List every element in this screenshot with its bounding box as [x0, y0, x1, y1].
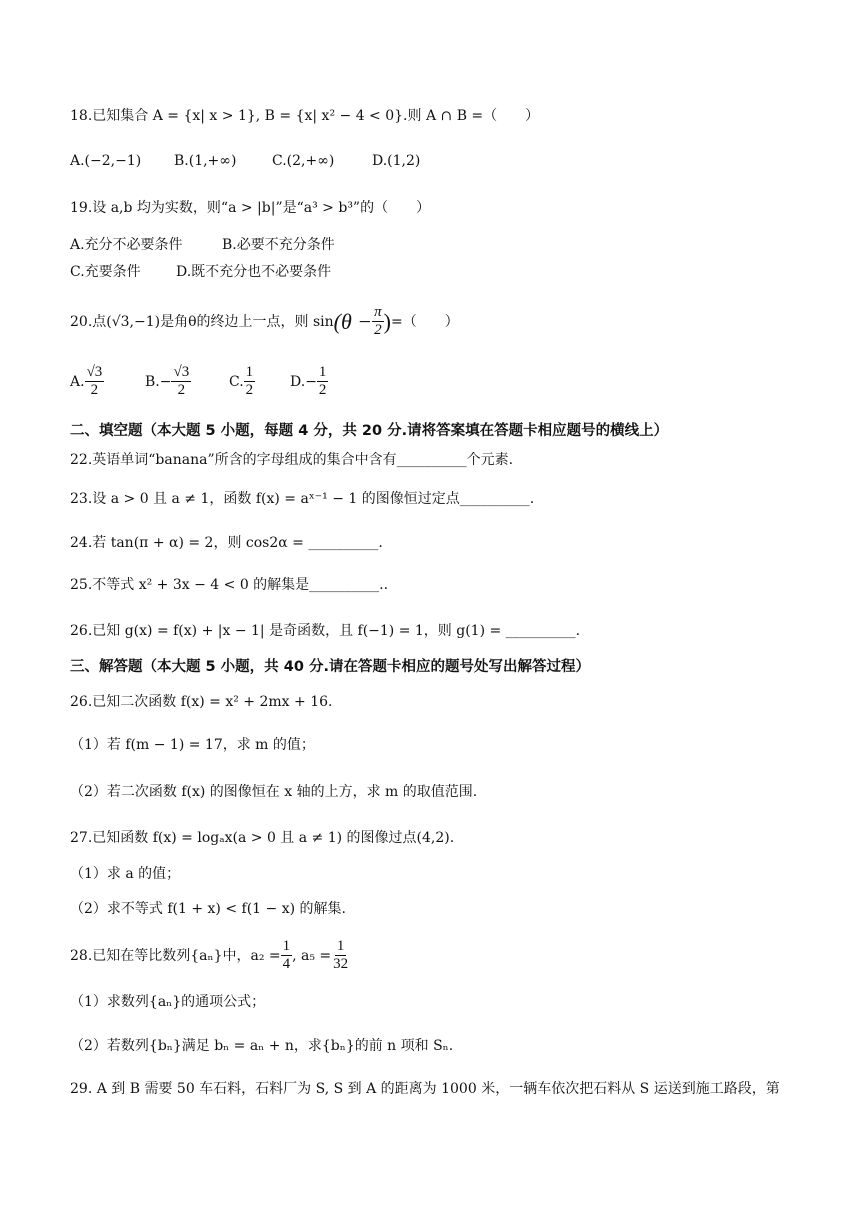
option-sign: −	[305, 373, 317, 390]
fill-blank-24: 24.若 tan(π + α) = 2，则 cos2α = __________.	[70, 535, 383, 551]
option-c	[229, 364, 255, 399]
question-20-stem	[70, 304, 459, 339]
fraction-numerator: 1	[336, 938, 345, 954]
fraction-denominator: 2	[245, 382, 254, 398]
option-a: A.充分不必要条件	[70, 237, 183, 253]
fraction-numerator: π	[374, 304, 382, 320]
option-b: B.(1,+∞)	[174, 153, 237, 169]
option-label: B.	[145, 373, 160, 390]
question-28-part-2: （2）若数列{bₙ}满足 bₙ = aₙ + n，求{bₙ}的前 n 项和 Sₙ.	[70, 1038, 454, 1054]
question-18-stem: 18.已知集合 A = {x| x > 1}, B = {x| x² − 4 < 0}.则 A ∩ B =（ ）	[70, 108, 540, 124]
a2-fraction	[281, 938, 293, 973]
a5-fraction	[331, 938, 350, 973]
fraction-numerator: √3	[86, 364, 103, 380]
fraction-numerator: 1	[245, 364, 254, 380]
option-label: D.	[290, 373, 306, 390]
question-27-part-2: （2）求不等式 f(1 + x) < f(1 − x) 的解集.	[70, 901, 346, 917]
option-a: A.(−2,−1)	[70, 153, 142, 169]
fraction-denominator: 4	[282, 956, 291, 972]
option-d: D.既不充分也不必要条件	[176, 264, 332, 280]
fraction-numerator: 1	[282, 938, 291, 954]
section-3-heading: 三、解答题（本大题 5 小题，共 40 分.请在答题卡相应的题号处写出解答过程）	[70, 659, 590, 675]
question-28-stem	[70, 938, 350, 973]
fraction-denominator: 2	[318, 382, 327, 398]
option-fraction	[244, 364, 256, 399]
stem-paren-close: )	[383, 308, 391, 334]
question-27-stem: 27.已知函数 f(x) = logₐx(a > 0 且 a ≠ 1) 的图像过点(4,2).	[70, 830, 455, 846]
stem-tail: =（ ）	[391, 313, 459, 330]
section-2-heading: 二、填空题（本大题 5 小题，每题 4 分，共 20 分.请将答案填在答题卡相应题号的横线上）	[70, 423, 669, 439]
question-26-part-1: （1）若 f(m − 1) = 17，求 m 的值；	[70, 737, 315, 753]
option-c: C.(2,+∞)	[272, 153, 335, 169]
option-a	[70, 364, 104, 399]
question-27-part-1: （1）求 a 的值；	[70, 866, 181, 882]
question-19-stem: 19.设 a,b 均为实数，则“a > |b|”是“a³ > b³”的（ ）	[70, 200, 431, 216]
fraction-denominator: 2	[374, 322, 382, 338]
fill-blank-22: 22.英语单词“banana”所含的字母组成的集合中含有__________个元素.	[70, 452, 514, 468]
fraction-numerator: 1	[318, 364, 327, 380]
fraction-denominator: 32	[333, 956, 349, 972]
question-29-stem: 29. A 到 B 需要 50 车石料，石料厂为 S, S 到 A 的距离为 1000 米，一辆车依次把石料从 S 运送到施工路段，第	[70, 1081, 780, 1097]
option-b	[145, 364, 191, 399]
option-d	[290, 364, 328, 399]
option-fraction	[317, 364, 329, 399]
fill-blank-23: 23.设 a > 0 且 a ≠ 1，函数 f(x) = aˣ⁻¹ − 1 的图像恒过定点__________.	[70, 491, 535, 507]
fraction-denominator: 2	[90, 382, 99, 398]
stem-mid: , a₅ =	[292, 947, 332, 964]
option-label: A.	[70, 373, 85, 390]
fraction-numerator: √3	[173, 364, 190, 380]
option-c: C.充要条件	[70, 264, 141, 280]
option-fraction	[171, 364, 191, 399]
question-26-part-2: （2）若二次函数 f(x) 的图像恒在 x 轴的上方，求 m 的取值范围.	[70, 784, 478, 800]
option-b: B.必要不充分条件	[222, 237, 335, 253]
fraction-denominator: 2	[177, 382, 186, 398]
question-26-stem: 26.已知二次函数 f(x) = x² + 2mx + 16.	[70, 694, 333, 710]
option-fraction	[85, 364, 105, 399]
fill-blank-26: 26.已知 g(x) = f(x) + |x − 1| 是奇函数，且 f(−1) = 1，则 g(1) = __________.	[70, 623, 581, 639]
pi-over-2-fraction	[372, 304, 384, 339]
stem-text: 28.已知在等比数列{aₙ}中，a₂ =	[70, 947, 281, 964]
option-d: D.(1,2)	[372, 153, 421, 169]
fill-blank-25: 25.不等式 x² + 3x − 4 < 0 的解集是__________..	[70, 577, 389, 593]
option-label: C.	[229, 373, 244, 390]
option-sign: −	[159, 373, 172, 390]
stem-paren-open: (θ −	[333, 308, 373, 334]
stem-text: 20.点(√3,−1)是角θ的终边上一点，则 sin	[70, 313, 334, 330]
question-28-part-1: （1）求数列{aₙ}的通项公式；	[70, 994, 266, 1010]
